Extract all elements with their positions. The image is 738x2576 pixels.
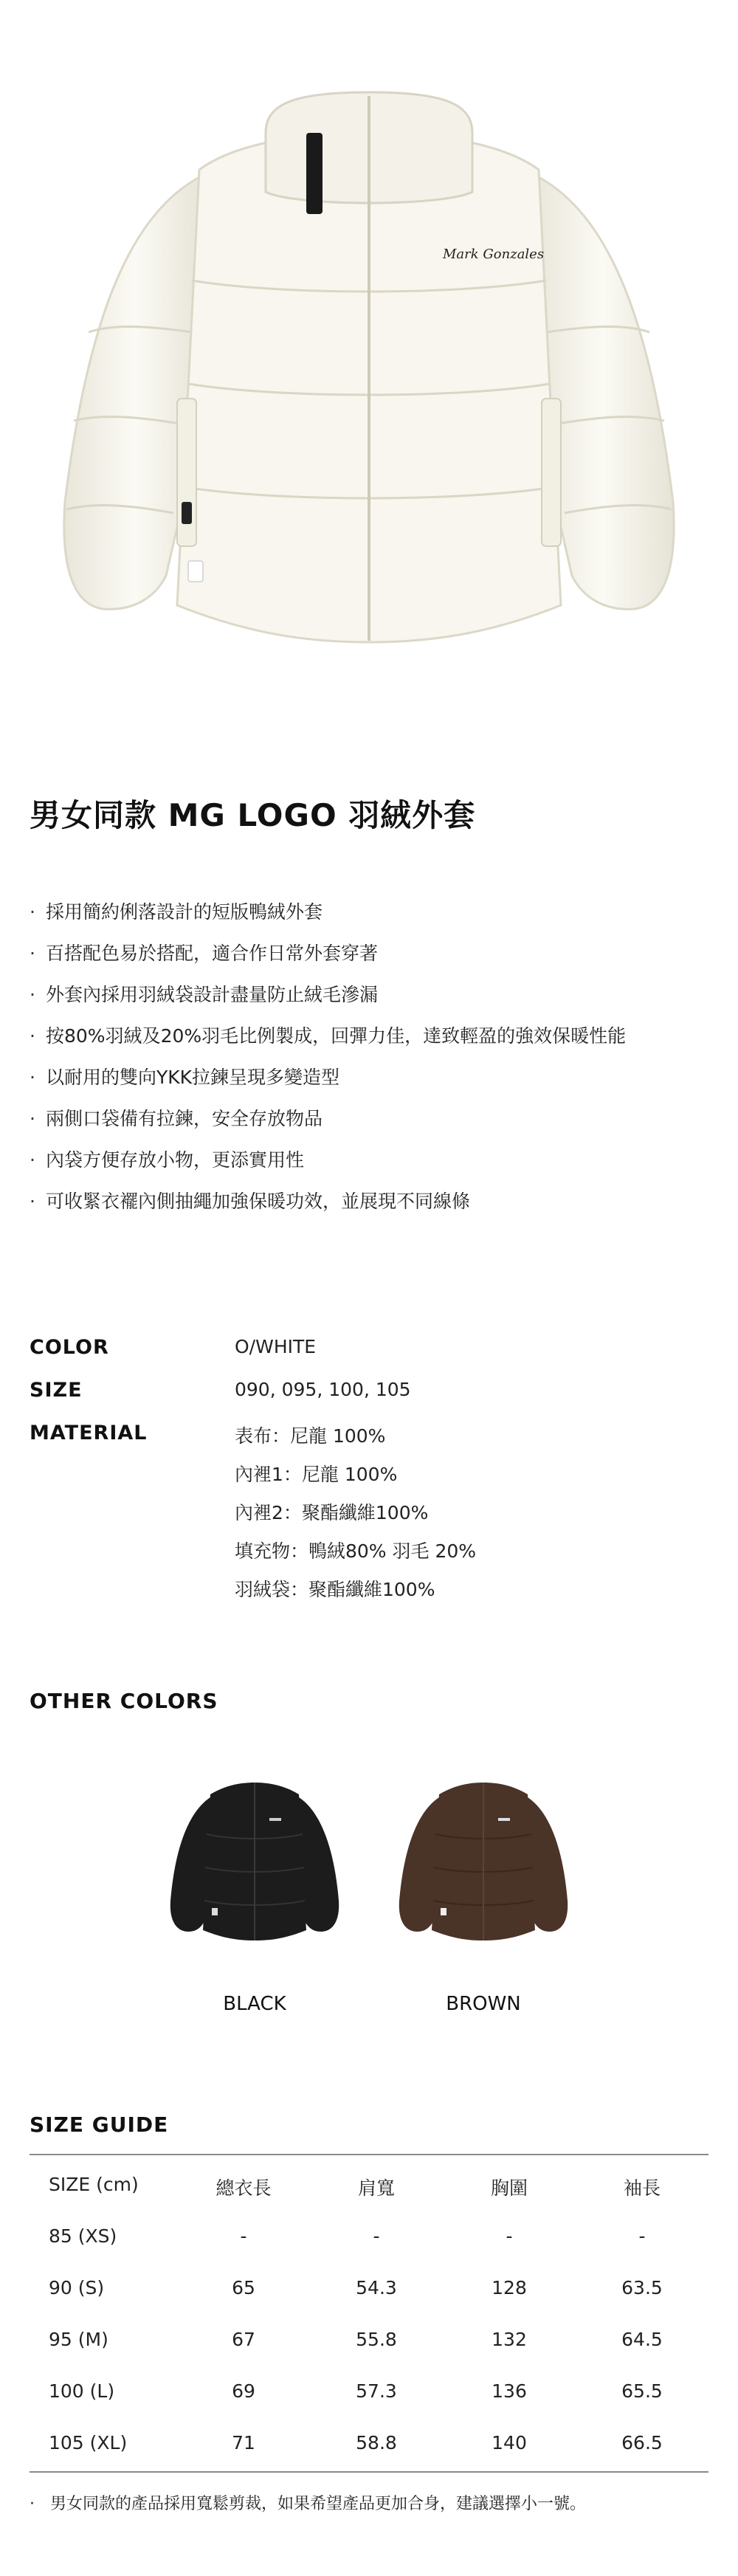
product-title: 男女同款 MG LOGO 羽絨外套: [30, 797, 476, 833]
logo-script: Mark Gonzales: [443, 247, 545, 262]
table-header-cell: 總衣長: [215, 2177, 272, 2199]
table-cell: 55.8: [356, 2329, 397, 2350]
table-cell: -: [638, 2225, 646, 2247]
feature-item: · 以耐用的雙向YKK拉鍊呈現多變造型: [30, 1067, 340, 1088]
swatch-label-black[interactable]: BLACK: [223, 1993, 286, 2015]
table-cell: 132: [492, 2329, 527, 2350]
note-bullet: ·: [30, 2495, 35, 2513]
table-bottom-rule: [30, 2471, 708, 2473]
feature-item: · 兩側口袋備有拉鍊，安全存放物品: [30, 1108, 323, 1129]
feature-list: [30, 892, 626, 1222]
table-cell: 54.3: [356, 2277, 397, 2298]
table-header-cell: 袖長: [623, 2177, 661, 2199]
material-label: MATERIAL: [30, 1422, 148, 1444]
material-line: 表布：尼龍 100%: [235, 1425, 386, 1447]
table-header-cell: SIZE (cm): [49, 2174, 139, 2195]
table-cell: 105 (XL): [49, 2432, 128, 2453]
feature-item: · 內袋方便存放小物，更添實用性: [30, 1149, 305, 1171]
material-line: 內裡1：尼龍 100%: [235, 1464, 398, 1485]
size-value: 090, 095, 100, 105: [235, 1379, 411, 1400]
table-top-rule: [30, 2154, 708, 2155]
table-cell: 85 (XS): [49, 2225, 117, 2247]
table-cell: 136: [492, 2380, 527, 2402]
table-cell: 95 (M): [49, 2329, 108, 2350]
feature-item: · 按80%羽絨及20%羽毛比例製成，回彈力佳，達致輕盈的強效保暖性能: [30, 1025, 627, 1047]
table-cell: 57.3: [356, 2380, 397, 2402]
feature-item: · 採用簡約俐落設計的短版鴨絨外套: [30, 901, 323, 923]
table-header-cell: 肩寬: [357, 2177, 395, 2199]
table-cell: 66.5: [621, 2432, 663, 2453]
table-cell: 90 (S): [49, 2277, 105, 2298]
color-value: O/WHITE: [235, 1336, 317, 1357]
material-line: 內裡2：聚酯纖維100%: [235, 1502, 429, 1523]
swatch-black-jacket[interactable]: [166, 1775, 343, 1952]
size-note: [30, 2491, 586, 2514]
table-cell: 58.8: [356, 2432, 397, 2453]
color-label: COLOR: [30, 1336, 109, 1359]
table-cell: -: [506, 2225, 513, 2247]
feature-item: · 可收緊衣襬內側抽繩加強保暖功效，並展現不同線條: [30, 1191, 471, 1212]
table-cell: 65.5: [621, 2380, 663, 2402]
material-line: 填充物：鴨絨80% 羽毛 20%: [235, 1540, 477, 1562]
other-colors-heading: OTHER COLORS: [30, 1689, 218, 1713]
table-header-cell: 胸圍: [490, 2177, 528, 2199]
table-cell: 128: [492, 2277, 527, 2298]
table-cell: -: [373, 2225, 380, 2247]
product-image-cream-puffer-jacket: [44, 89, 694, 701]
table-cell: 140: [492, 2432, 527, 2453]
feature-item: · 外套內採用羽絨袋設計盡量防止絨毛滲漏: [30, 984, 379, 1005]
size-label: SIZE: [30, 1379, 83, 1402]
table-cell: 100 (L): [49, 2380, 115, 2402]
table-cell: -: [240, 2225, 247, 2247]
size-guide-heading: SIZE GUIDE: [30, 2112, 169, 2137]
table-cell: 63.5: [621, 2277, 663, 2298]
swatch-brown-jacket[interactable]: [395, 1775, 572, 1952]
table-cell: 64.5: [621, 2329, 663, 2350]
note-text: 男女同款的產品採用寬鬆剪裁，如果希望產品更加合身，建議選擇小一號。: [49, 2495, 586, 2513]
table-cell: 69: [232, 2380, 255, 2402]
feature-item: · 百搭配色易於搭配，適合作日常外套穿著: [30, 943, 379, 964]
swatch-label-brown[interactable]: BROWN: [446, 1993, 521, 2015]
table-cell: 65: [232, 2277, 255, 2298]
table-cell: 71: [232, 2432, 255, 2453]
material-line: 羽絨袋：聚酯纖維100%: [235, 1579, 435, 1600]
table-cell: 67: [232, 2329, 255, 2350]
